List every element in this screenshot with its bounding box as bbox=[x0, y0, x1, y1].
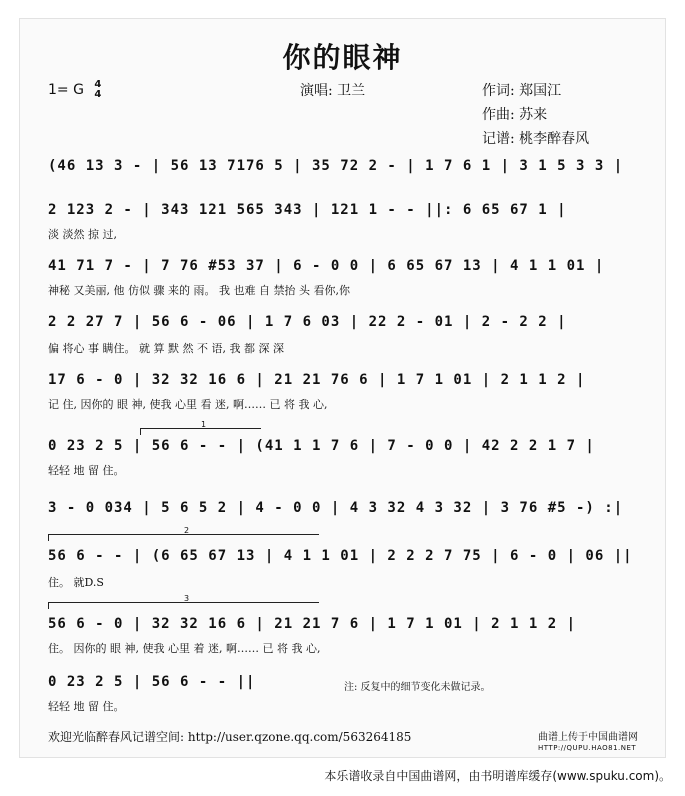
volta-1-label: 1 bbox=[201, 420, 207, 429]
singer-credit: 演唱: 卫兰 bbox=[300, 83, 366, 99]
key-label: 1= G bbox=[48, 82, 84, 98]
lyric-row-6: 轻轻 地 留 住。 bbox=[48, 464, 125, 477]
notation-row-6: 0 23 2 5 | 56 6 - - | (41 1 1 7 6 | 7 - 0 0 | 42 2 2 1 7 | bbox=[48, 438, 595, 454]
qzone-footer: 欢迎光临醉春风记谱空间: http://user.qzone.qq.com/563264185 bbox=[48, 730, 412, 744]
notation-row-10: 0 23 2 5 | 56 6 - - || bbox=[48, 674, 256, 690]
transcriber-credit: 记谱: 桃李醉春风 bbox=[482, 131, 590, 147]
notation-row-3: 41 71 7 - | 7 76 #53 37 | 6 - 0 0 | 6 65 67 13 | 4 1 1 01 | bbox=[48, 258, 605, 274]
song-title: 你的眼神 bbox=[282, 41, 403, 74]
lyric-row-8: 住。 就D.S bbox=[48, 576, 104, 589]
notation-row-5: 17 6 - 0 | 32 32 16 6 | 21 21 76 6 | 1 7 1 01 | 2 1 1 2 | bbox=[48, 372, 586, 388]
lyric-row-3: 神秘 又美丽, 他 仿似 骤 来的 雨。 我 也难 自 禁抬 头 看你,你 bbox=[48, 284, 350, 297]
time-top: 4 bbox=[94, 79, 102, 90]
volta-bracket-3 bbox=[48, 594, 319, 609]
volta-bracket-2 bbox=[48, 526, 319, 541]
transcription-note: 注: 反复中的细节变化未做记录。 bbox=[344, 682, 491, 693]
lyric-row-5: 记 住, 因你的 眼 神, 使我 心里 看 迷, 啊…… 已 将 我 心, bbox=[48, 398, 328, 411]
notation-row-9: 56 6 - 0 | 32 32 16 6 | 21 21 7 6 | 1 7 1 01 | 2 1 1 2 | bbox=[48, 616, 577, 632]
stamp-url: HTTP://QUPU.HAO81.NET bbox=[538, 744, 637, 752]
bottom-credit: 本乐谱收录自中国曲谱网，由书明谱库缓存(www.spuku.com)。 bbox=[324, 769, 671, 783]
lyric-row-4: 偏 将心 事 瞒住。 就 算 默 然 不 语, 我 都 深 深 bbox=[48, 342, 284, 355]
notation-row-7: 3 - 0 034 | 5 6 5 2 | 4 - 0 0 | 4 3 32 4 3 32 | 3 76 #5 -) :| bbox=[48, 500, 624, 516]
volta-3-label: 3 bbox=[184, 594, 190, 603]
time-signature bbox=[94, 80, 101, 100]
volta-2-label: 2 bbox=[184, 526, 190, 535]
composer-credit: 作曲: 苏来 bbox=[482, 107, 548, 123]
notation-row-1: (46 13 3 - | 56 13 7176 5 | 35 72 2 - | 1 7 6 1 | 3 1 5 3 3 | bbox=[48, 158, 624, 174]
lyricist-credit: 作词: 郑国江 bbox=[482, 83, 562, 99]
volta-bracket-1 bbox=[140, 420, 261, 435]
key-signature bbox=[48, 80, 101, 100]
time-bottom: 4 bbox=[94, 89, 102, 100]
notation-row-8: 56 6 - - | (6 65 67 13 | 4 1 1 01 | 2 2 2 7 75 | 6 - 0 | 06 || bbox=[48, 548, 633, 564]
lyric-row-9: 住。 因你的 眼 神, 使我 心里 着 迷, 啊…… 已 将 我 心, bbox=[48, 642, 321, 655]
notation-row-2: 2 123 2 - | 343 121 565 343 | 121 1 - - ||: 6 65 67 1 | bbox=[48, 202, 567, 218]
site-stamp bbox=[538, 732, 664, 754]
notation-row-4: 2 2 27 7 | 56 6 - 06 | 1 7 6 03 | 22 2 - 01 | 2 - 2 2 | bbox=[48, 314, 567, 330]
stamp-line-1: 曲谱上传于中国曲谱网 bbox=[538, 732, 638, 743]
lyric-row-10: 轻轻 地 留 住。 bbox=[48, 700, 125, 713]
lyric-row-2: 淡 淡然 掠 过, bbox=[48, 228, 117, 241]
